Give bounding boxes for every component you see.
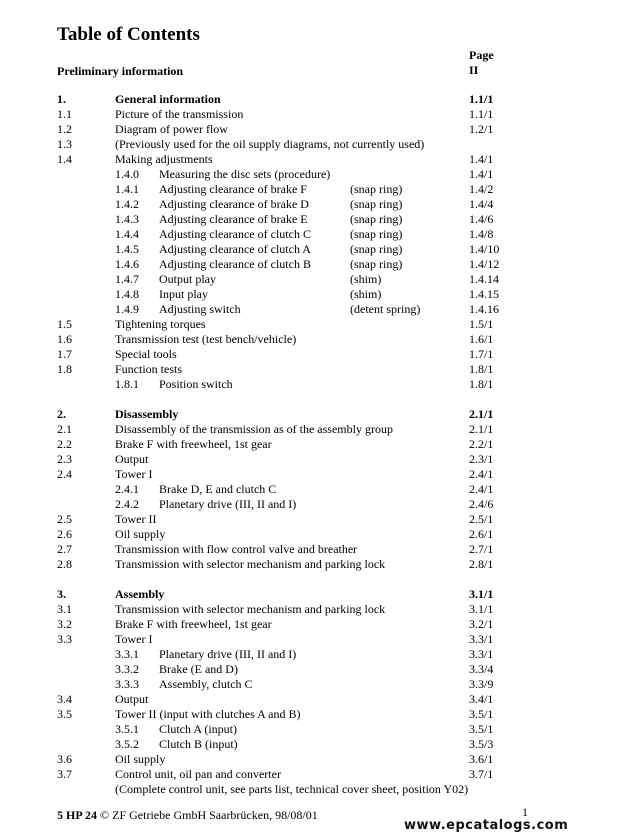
toc-entry-page: 1.1/1: [469, 92, 494, 106]
toc-entry-page: 1.4/10: [469, 242, 500, 256]
toc-entry-note: (detent spring): [350, 302, 421, 316]
toc-entry-title: Transmission with selector mechanism and parking lock: [115, 602, 386, 616]
toc-entry-number: 1.7: [57, 347, 72, 361]
toc-entry-number: 3.5.2: [115, 737, 139, 751]
toc-entry-title: Tower I: [115, 632, 153, 646]
toc-entry-row[interactable]: [0, 122, 617, 137]
toc-entry-page: 2.6/1: [469, 527, 494, 541]
toc-entry-row[interactable]: [0, 557, 617, 572]
page-title: Table of Contents: [57, 24, 200, 45]
toc-entry-title: Control unit, oil pan and converter: [115, 767, 281, 781]
toc-entry-title: Brake (E and D): [159, 662, 238, 676]
footer: [57, 808, 318, 823]
toc-entry-row[interactable]: [0, 332, 617, 347]
toc-entry-row[interactable]: [0, 107, 617, 122]
toc-entry-row[interactable]: [0, 737, 617, 752]
toc-entry-row[interactable]: [0, 212, 617, 227]
toc-entry-page: 3.5/3: [469, 737, 494, 751]
toc-entry-page: 2.1/1: [469, 422, 494, 436]
page-column-header: [469, 48, 494, 78]
toc-entry-title: Tightening torques: [115, 317, 206, 331]
toc-entry-page: 1.4.16: [469, 302, 499, 316]
toc-entry-title: Making adjustments: [115, 152, 213, 166]
toc-entry-number: 1.4.0: [115, 167, 139, 181]
toc-entry-row[interactable]: [0, 752, 617, 767]
toc-entry-page: 3.3/1: [469, 632, 494, 646]
toc-entry-number: 2.: [57, 407, 66, 421]
toc-entry-page: 3.5/1: [469, 707, 494, 721]
toc-entry-page: 2.1/1: [469, 407, 494, 421]
toc-entry-page: 1.4/6: [469, 212, 494, 226]
toc-entry-number: 2.1: [57, 422, 72, 436]
toc-entry-row[interactable]: [0, 722, 617, 737]
toc-entry-page: 1.1/1: [469, 107, 494, 121]
toc-entry-page: 3.7/1: [469, 767, 494, 781]
toc-entry-title: Transmission test (test bench/vehicle): [115, 332, 297, 346]
toc-entry-number: 2.2: [57, 437, 72, 451]
toc-entry-note: (snap ring): [350, 227, 403, 241]
toc-entry-title: Adjusting clearance of clutch A: [159, 242, 311, 256]
toc-entry-row[interactable]: [0, 692, 617, 707]
toc-entry-row[interactable]: [0, 497, 617, 512]
toc-entry-page: 3.1/1: [469, 587, 494, 601]
toc-entry-title: Transmission with flow control valve and breather: [115, 542, 358, 556]
toc-entry-row[interactable]: [0, 482, 617, 497]
toc-entry-number: 2.3: [57, 452, 72, 466]
toc-entry-title: (Complete control unit, see parts list, technical cover sheet, position Y02): [115, 782, 469, 796]
page-column-label: Page: [469, 48, 494, 62]
toc-entry-page: 3.2/1: [469, 617, 494, 631]
toc-entry-number: 1.8.1: [115, 377, 139, 391]
toc-entry-title: Adjusting clearance of brake F: [159, 182, 307, 196]
toc-entry-number: 3.3: [57, 632, 72, 646]
toc-entry-page: 2.7/1: [469, 542, 494, 556]
toc-entry-page: 1.4/12: [469, 257, 500, 271]
toc-entry-page: 1.4/1: [469, 152, 494, 166]
toc-entry-number: 3.5: [57, 707, 72, 721]
toc-entry-page: 3.5/1: [469, 722, 494, 736]
toc-entry-page: 1.4.14: [469, 272, 499, 286]
toc-entry-title: Disassembly of the transmission as of the assembly group: [115, 422, 393, 436]
toc-entry-title: Adjusting clearance of brake E: [159, 212, 308, 226]
toc-entry-row[interactable]: [0, 167, 617, 182]
toc-section-row[interactable]: [0, 92, 617, 107]
toc-entry-number: 2.4: [57, 467, 72, 481]
toc-entry-number: 3.: [57, 587, 66, 601]
toc-entry-number: 1.3: [57, 137, 72, 151]
toc-entry-number: 1.4.8: [115, 287, 139, 301]
toc-entry-page: 1.4.15: [469, 287, 499, 301]
toc-entry-number: 1.1: [57, 107, 72, 121]
toc-entry-title: (Previously used for the oil supply diagrams, not currently used): [115, 137, 425, 151]
toc-entry-row[interactable]: [0, 137, 617, 152]
toc-entry-page: 1.4/2: [469, 182, 494, 196]
toc-entry-number: 3.2: [57, 617, 72, 631]
toc-entry-number: 1.5: [57, 317, 72, 331]
toc-entry-row[interactable]: [0, 677, 617, 692]
toc-entry-title: Planetary drive (III, II and I): [159, 497, 297, 511]
toc-entry-number: 1.6: [57, 332, 72, 346]
toc-entry-title: Oil supply: [115, 752, 166, 766]
toc-entry-title: Brake D, E and clutch C: [159, 482, 277, 496]
toc-entry-number: 2.4.1: [115, 482, 139, 496]
toc-entry-page: 1.7/1: [469, 347, 494, 361]
toc-entry-page: 1.8/1: [469, 377, 494, 391]
toc-entry-number: 3.3.2: [115, 662, 139, 676]
toc-entry-title: Special tools: [115, 347, 177, 361]
toc-entry-row[interactable]: [0, 512, 617, 527]
toc-entry-row[interactable]: [0, 527, 617, 542]
toc-entry-number: 2.4.2: [115, 497, 139, 511]
page-column-roman: II: [469, 63, 479, 77]
toc-entry-row[interactable]: [0, 707, 617, 722]
watermark-link[interactable]: www.epcatalogs.com: [404, 818, 569, 833]
toc-entry-number: 1.4.7: [115, 272, 139, 286]
toc-entry-number: 1.4.5: [115, 242, 139, 256]
toc-entry-title: Brake F with freewheel, 1st gear: [115, 437, 272, 451]
toc-entry-note: (shim): [350, 287, 382, 301]
toc-entry-number: 3.4: [57, 692, 72, 706]
toc-entry-row[interactable]: [0, 362, 617, 377]
toc-entry-row[interactable]: [0, 272, 617, 287]
toc-entry-title: Position switch: [159, 377, 233, 391]
toc-entry-title: Picture of the transmission: [115, 107, 244, 121]
toc-entry-number: 3.3.1: [115, 647, 139, 661]
toc-entry-row[interactable]: [0, 242, 617, 257]
toc-entry-number: 3.1: [57, 602, 72, 616]
toc-entry-title: Planetary drive (III, II and I): [159, 647, 297, 661]
toc-entry-title: Brake F with freewheel, 1st gear: [115, 617, 272, 631]
toc-entry-row[interactable]: [0, 617, 617, 632]
toc-entry-title: Tower I: [115, 467, 153, 481]
toc-entry-title: Transmission with selector mechanism and parking lock: [115, 557, 386, 571]
toc-entry-number: 1.4.2: [115, 197, 139, 211]
toc-entry-note: (snap ring): [350, 242, 403, 256]
toc-entry-page: 2.4/6: [469, 497, 494, 511]
toc-entry-note: (snap ring): [350, 197, 403, 211]
toc-entry-page: 1.4/4: [469, 197, 494, 211]
toc-section-row[interactable]: [0, 587, 617, 602]
toc-entry-page: 1.2/1: [469, 122, 494, 136]
toc-entry-title: Output play: [159, 272, 216, 286]
toc-entry-page: 3.3/4: [469, 662, 494, 676]
toc-entry-title: Disassembly: [115, 407, 179, 421]
toc-entry-title: Diagram of power flow: [115, 122, 228, 136]
toc-entry-page: 3.6/1: [469, 752, 494, 766]
toc-entry-row[interactable]: [0, 767, 617, 782]
toc-entry-title: Output: [115, 452, 149, 466]
toc-entry-page: 1.6/1: [469, 332, 494, 346]
toc-entry-row[interactable]: [0, 302, 617, 317]
toc-entry-title: Adjusting clearance of clutch C: [159, 227, 311, 241]
table-of-contents-list: [0, 92, 617, 797]
toc-entry-title: General information: [115, 92, 221, 106]
toc-entry-title: Clutch A (input): [159, 722, 237, 736]
toc-entry-number: 1.4.6: [115, 257, 139, 271]
toc-entry-number: 1.4.4: [115, 227, 139, 241]
toc-entry-number: 1.4.1: [115, 182, 139, 196]
toc-entry-page: 2.5/1: [469, 512, 494, 526]
toc-entry-row[interactable]: [0, 437, 617, 452]
toc-entry-page: 2.3/1: [469, 452, 494, 466]
toc-entry-row[interactable]: [0, 467, 617, 482]
toc-entry-page: 1.4/8: [469, 227, 494, 241]
toc-entry-title: Clutch B (input): [159, 737, 238, 751]
toc-entry-number: 2.6: [57, 527, 72, 541]
toc-entry-page: 3.3/9: [469, 677, 494, 691]
toc-entry-row[interactable]: [0, 542, 617, 557]
toc-entry-number: 1.4.9: [115, 302, 139, 316]
toc-entry-title: Adjusting switch: [159, 302, 241, 316]
toc-entry-number: 1.2: [57, 122, 72, 136]
preliminary-information-label: Preliminary information: [57, 64, 184, 78]
toc-entry-title: Tower II (input with clutches A and B): [115, 707, 301, 721]
toc-entry-row[interactable]: [0, 602, 617, 617]
toc-entry-page: 3.3/1: [469, 647, 494, 661]
toc-entry-number: 3.7: [57, 767, 72, 781]
toc-entry-title: Assembly: [115, 587, 165, 601]
toc-entry-number: 3.5.1: [115, 722, 139, 736]
toc-entry-page: 1.5/1: [469, 317, 494, 331]
footer-model: 5 HP 24: [57, 808, 98, 822]
toc-entry-row[interactable]: [0, 452, 617, 467]
toc-entry-page: 2.4/1: [469, 467, 494, 481]
toc-entry-number: 2.7: [57, 542, 72, 556]
toc-entry-note: (snap ring): [350, 212, 403, 226]
toc-entry-title: Tower II: [115, 512, 157, 526]
toc-entry-row[interactable]: [0, 257, 617, 272]
toc-entry-number: 3.6: [57, 752, 72, 766]
toc-entry-number: 3.3.3: [115, 677, 139, 691]
toc-entry-title: Adjusting clearance of clutch B: [159, 257, 311, 271]
toc-entry-row[interactable]: [0, 422, 617, 437]
toc-entry-row[interactable]: [0, 647, 617, 662]
toc-entry-page: 2.8/1: [469, 557, 494, 571]
toc-entry-row[interactable]: [0, 347, 617, 362]
toc-entry-row[interactable]: [0, 182, 617, 197]
toc-entry-number: 1.4: [57, 152, 72, 166]
toc-entry-title: Input play: [159, 287, 208, 301]
toc-entry-page: 3.1/1: [469, 602, 494, 616]
toc-entry-page: 1.8/1: [469, 362, 494, 376]
toc-entry-page: 2.4/1: [469, 482, 494, 496]
toc-entry-title: Adjusting clearance of brake D: [159, 197, 309, 211]
toc-entry-row[interactable]: [0, 152, 617, 167]
toc-entry-title: Function tests: [115, 362, 183, 376]
toc-entry-title: Measuring the disc sets (procedure): [159, 167, 331, 181]
toc-entry-number: 2.8: [57, 557, 72, 571]
toc-entry-row[interactable]: [0, 287, 617, 302]
toc-section-row[interactable]: [0, 407, 617, 422]
toc-entry-row[interactable]: [0, 377, 617, 392]
footer-page-number: 1: [522, 805, 528, 819]
toc-entry-title: Oil supply: [115, 527, 166, 541]
toc-entry-row[interactable]: [0, 317, 617, 332]
toc-entry-number: 1.4.3: [115, 212, 139, 226]
toc-entry-note: (shim): [350, 272, 382, 286]
toc-entry-number: 2.5: [57, 512, 72, 526]
toc-entry-page: 2.2/1: [469, 437, 494, 451]
toc-entry-title: Output: [115, 692, 149, 706]
footer-copyright: © ZF Getriebe GmbH Saarbrücken, 98/08/01: [97, 808, 318, 822]
toc-entry-row[interactable]: [0, 662, 617, 677]
toc-entry-note: (snap ring): [350, 257, 403, 271]
toc-entry-note: (snap ring): [350, 182, 403, 196]
toc-entry-number: 1.: [57, 92, 66, 106]
toc-entry-page: 3.4/1: [469, 692, 494, 706]
toc-entry-row[interactable]: [0, 782, 617, 797]
toc-entry-title: Assembly, clutch C: [159, 677, 253, 691]
toc-entry-number: 1.8: [57, 362, 72, 376]
toc-entry-row[interactable]: [0, 227, 617, 242]
toc-entry-page: 1.4/1: [469, 167, 494, 181]
toc-entry-row[interactable]: [0, 632, 617, 647]
toc-entry-row[interactable]: [0, 197, 617, 212]
